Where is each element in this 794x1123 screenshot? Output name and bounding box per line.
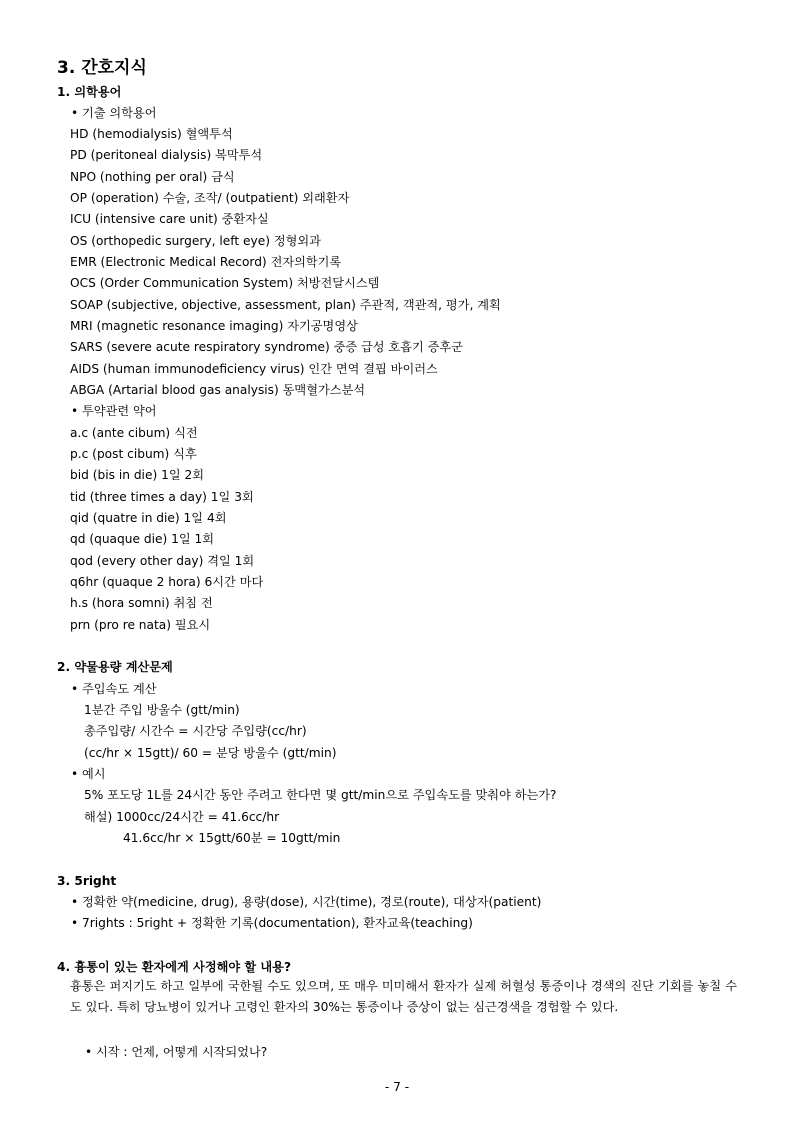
list-item: a.c (ante cibum) 식전 — [70, 426, 198, 440]
section-heading-dosage: 2. 약물용량 계산문제 — [57, 660, 173, 674]
list-item: tid (three times a day) 1일 3회 — [70, 490, 254, 504]
list-item: ICU (intensive care unit) 중환자실 — [70, 212, 269, 226]
list-item: bid (bis in die) 1일 2회 — [70, 468, 204, 482]
list-item: AIDS (human immunodeficiency virus) 인간 면역 결핍 바이러스 — [70, 362, 438, 376]
page-title: 3. 간호지식 — [57, 58, 147, 78]
formula-line: (cc/hr × 15gtt)/ 60 = 분당 방울수 (gtt/min) — [84, 746, 337, 760]
list-item: EMR (Electronic Medical Record) 전자의학기록 — [70, 255, 342, 269]
section-heading-medical-terms: 1. 의학용어 — [57, 85, 122, 99]
bullet-7rights: • 7rights : 5right + 정확한 기록(documentation), 환자교육(teaching) — [71, 915, 473, 931]
list-item: p.c (post cibum) 식후 — [70, 447, 197, 461]
page-number: - 7 - — [384, 1080, 410, 1094]
chest-pain-paragraph: 흉통은 퍼지기도 하고 일부에 국한될 수도 있으며, 또 매우 미미해서 환자가 실제 허혈성 통증이나 경색의 진단 기회를 놓칠 수 도 있다. 특히 당뇨병이 있거나 고령인 환자의 30%는 통증이나 증상이 없는 심근경색을 경험할 수 있다. — [70, 979, 737, 1015]
list-item: qd (quaque die) 1일 1회 — [70, 532, 215, 546]
section-heading-5right: 3. 5right — [57, 874, 117, 888]
bullet-onset: • 시작 : 언제, 어떻게 시작되었나? — [85, 1044, 267, 1060]
list-item: SARS (severe acute respiratory syndrome) 중증 급성 호흡기 증후군 — [70, 340, 463, 354]
list-item: PD (peritoneal dialysis) 복막투석 — [70, 148, 263, 162]
list-item: NPO (nothing per oral) 금식 — [70, 170, 235, 184]
bullet-example: • 예시 — [71, 766, 106, 782]
example-answer-1: 해설) 1000cc/24시간 = 41.6cc/hr — [84, 810, 280, 824]
list-item: ABGA (Artarial blood gas analysis) 동맥혈가스분석 — [70, 383, 366, 397]
formula-line: 총주입량/ 시간수 = 시간당 주입량(cc/hr) — [84, 724, 307, 738]
list-item: MRI (magnetic resonance imaging) 자기공명영상 — [70, 319, 358, 333]
list-item: HD (hemodialysis) 혈액투석 — [70, 127, 233, 141]
bullet-medication-abbr: • 투약관련 약어 — [71, 403, 157, 419]
list-item: OS (orthopedic surgery, left eye) 정형외과 — [70, 234, 321, 248]
bullet-5right: • 정확한 약(medicine, drug), 용량(dose), 시간(time), 경로(route), 대상자(patient) — [71, 894, 541, 910]
section-heading-chest-pain: 4. 흉통이 있는 환자에게 사정해야 할 내용? — [57, 960, 292, 974]
list-item: h.s (hora somni) 취침 전 — [70, 596, 213, 610]
list-item: qid (quatre in die) 1일 4회 — [70, 511, 227, 525]
list-item: SOAP (subjective, objective, assessment, plan) 주관적, 객관적, 평가, 계획 — [70, 298, 501, 312]
bullet-infusion-rate: • 주입속도 계산 — [71, 681, 157, 697]
bullet-exam-terms: • 기출 의학용어 — [71, 105, 157, 121]
list-item: q6hr (quaque 2 hora) 6시간 마다 — [70, 575, 264, 589]
list-item: OCS (Order Communication System) 처방전달시스템 — [70, 276, 380, 290]
list-item: qod (every other day) 격일 1회 — [70, 554, 255, 568]
formula-line: 1분간 주입 방울수 (gtt/min) — [84, 703, 240, 717]
example-answer-2: 41.6cc/hr × 15gtt/60분 = 10gtt/min — [123, 831, 341, 845]
list-item: prn (pro re nata) 필요시 — [70, 618, 211, 632]
list-item: OP (operation) 수술, 조작/ (outpatient) 외래환자 — [70, 191, 350, 205]
example-question: 5% 포도당 1L를 24시간 동안 주려고 한다면 몇 gtt/min으로 주입속도를 맞춰야 하는가? — [84, 788, 557, 802]
